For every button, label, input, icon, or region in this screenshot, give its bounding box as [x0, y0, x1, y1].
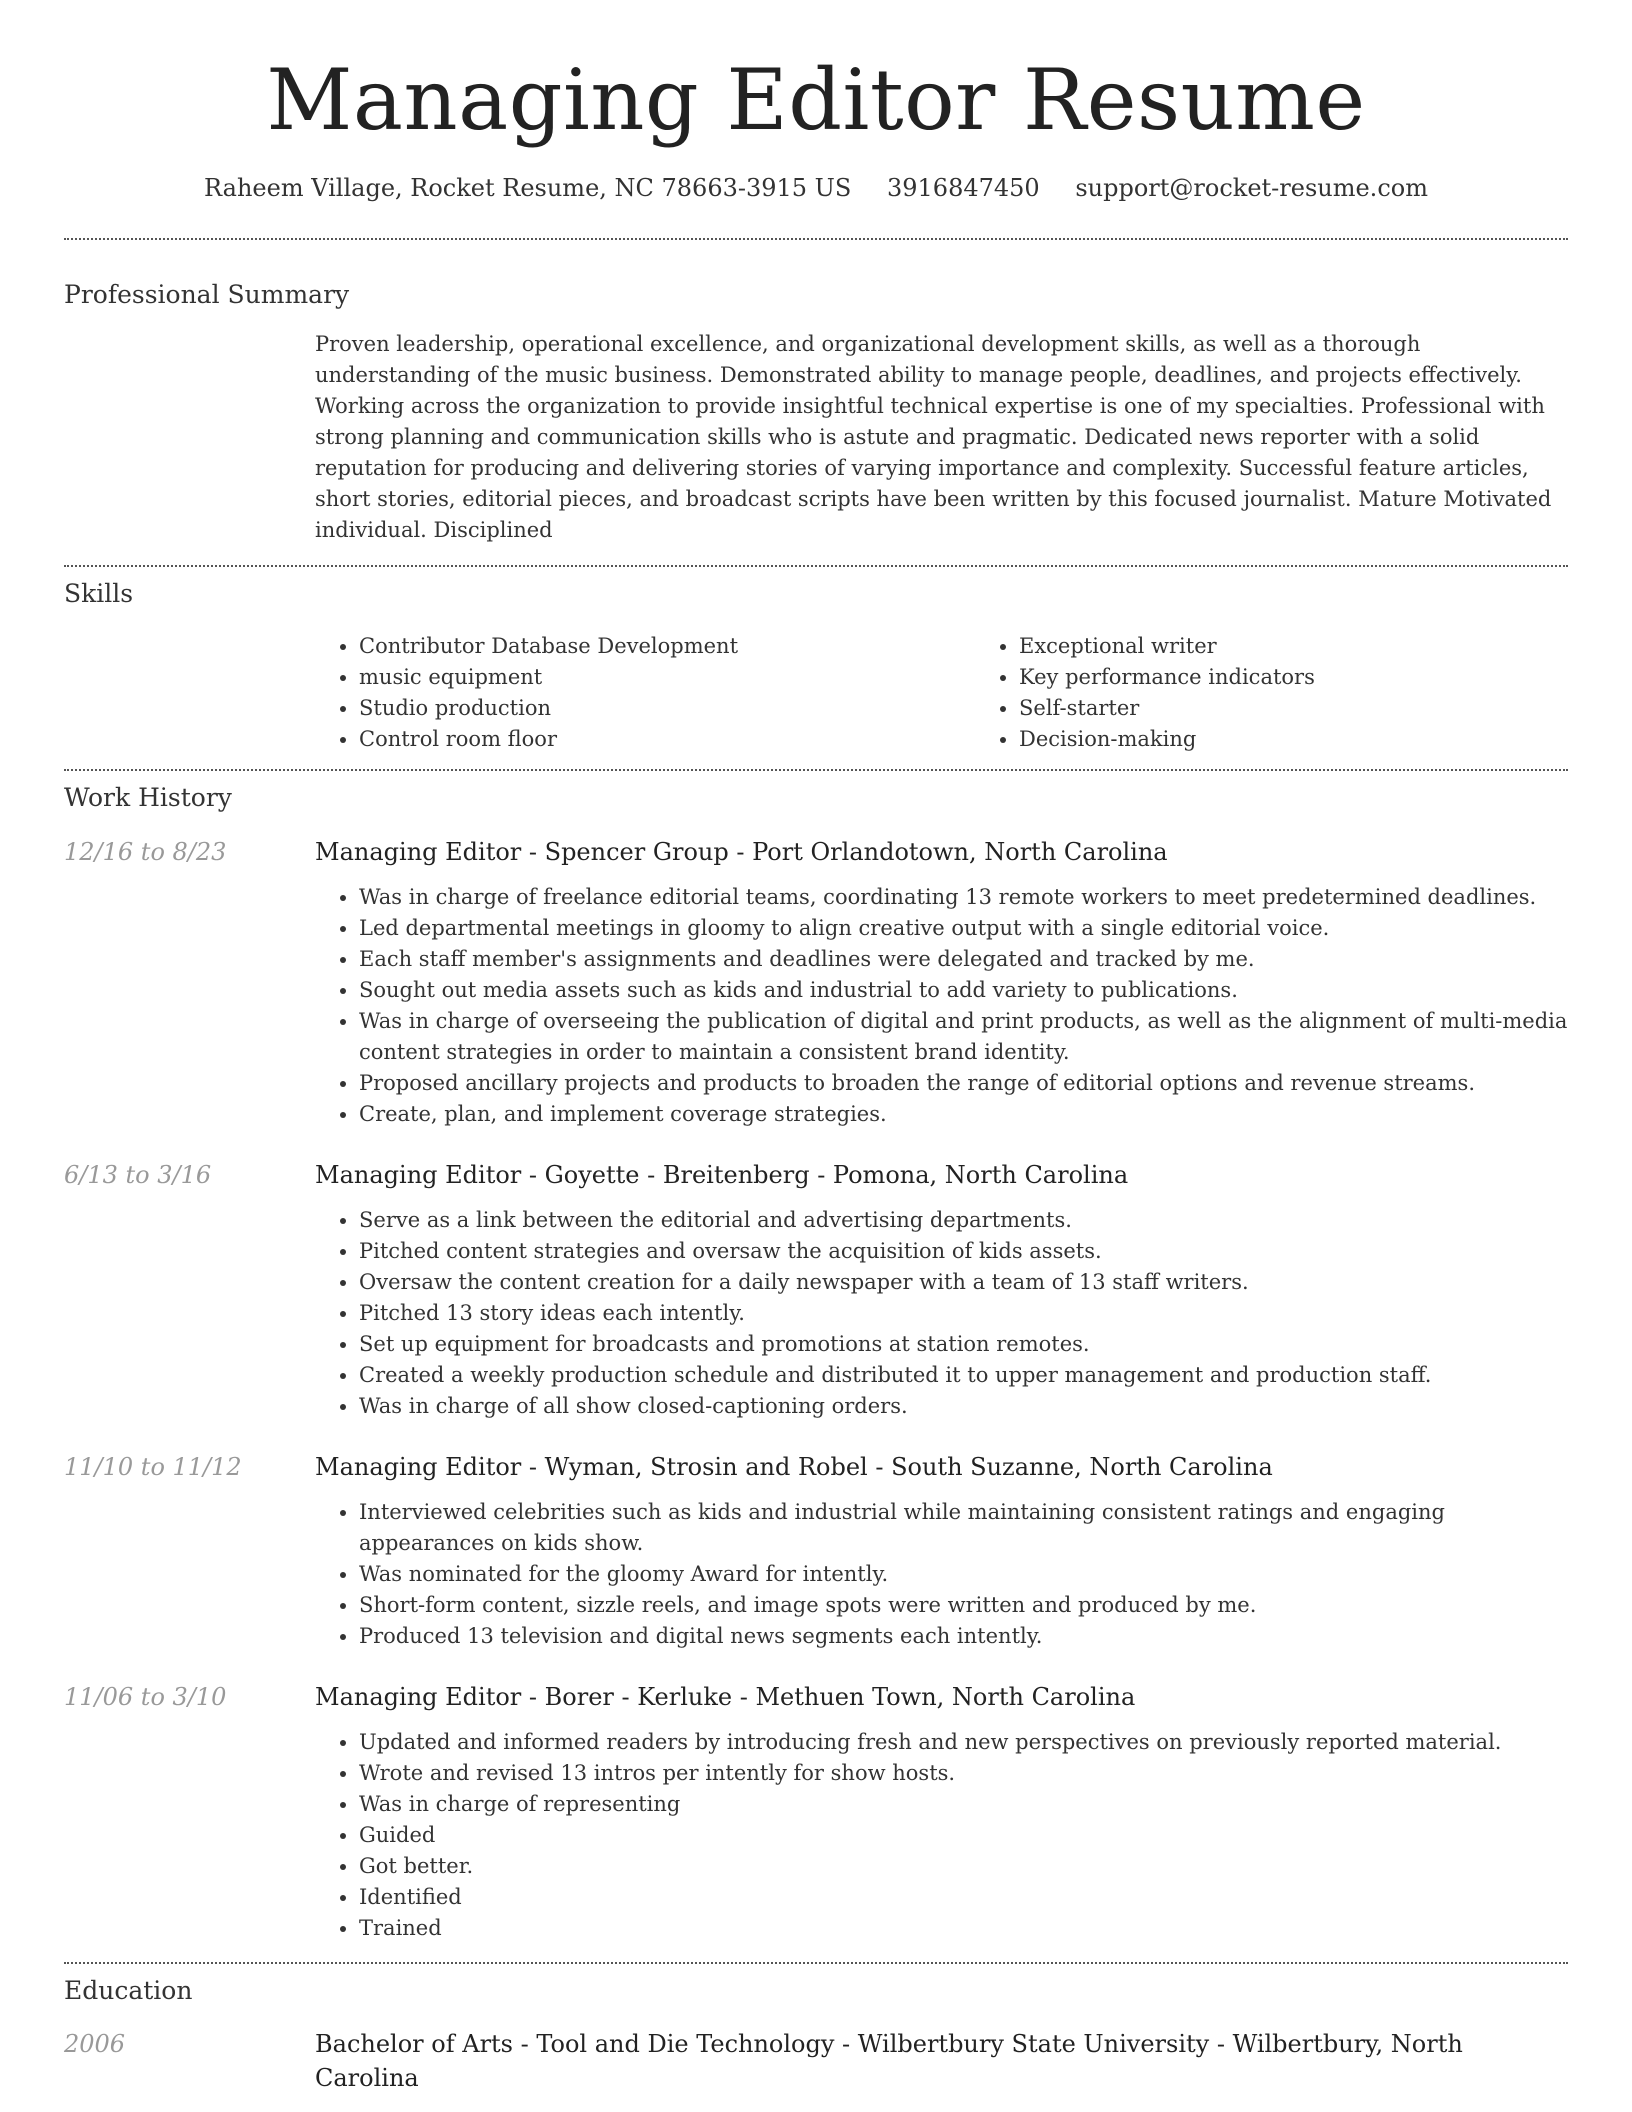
job-bullet: • Interviewed celebrities such as kids and industrial while maintaining consistent ratings and engaging appearances on kids show. — [359, 1497, 1568, 1559]
summary-heading: Professional Summary — [64, 280, 350, 309]
job-bullets — [315, 1205, 1568, 1422]
summary-section — [64, 240, 1568, 565]
education-entry — [64, 2027, 1568, 2095]
education-section — [64, 1964, 1568, 2095]
skill-item: • Key performance indicators — [1019, 662, 1632, 693]
education-degree: Bachelor of Arts - Tool and Die Technology - Wilbertbury State University - Wilbertbury, North Carolina — [315, 2030, 1463, 2092]
work-history-heading: Work History — [64, 783, 232, 812]
job-bullet: • Trained — [359, 1913, 1568, 1944]
job-dates: 12/16 to 8/23 — [64, 838, 227, 866]
job-bullet: • Led departmental meetings in gloomy to align creative output with a single editorial voice. — [359, 913, 1568, 944]
job-bullet: • Create, plan, and implement coverage strategies. — [359, 1099, 1568, 1130]
job-bullets — [315, 1497, 1568, 1652]
job-bullet: • Updated and informed readers by introducing fresh and new perspectives on previously reported material. — [359, 1727, 1568, 1758]
resume-title: Managing Editor Resume — [266, 51, 1366, 149]
job-bullet: • Proposed ancillary projects and products to broaden the range of editorial options and revenue streams. — [359, 1068, 1568, 1099]
skill-item: • Decision-making — [1019, 724, 1632, 755]
skills-list-right — [975, 631, 1632, 755]
contact-line — [64, 172, 1568, 204]
job-title: Managing Editor - Borer - Kerluke - Methuen Town, North Carolina — [315, 1683, 1136, 1711]
skills-list-left — [315, 631, 975, 755]
job-bullet: • Wrote and revised 13 intros per intently for show hosts. — [359, 1758, 1568, 1789]
job-bullet: • Identified — [359, 1882, 1568, 1913]
job-bullet: • Guided — [359, 1820, 1568, 1851]
job-bullet: • Set up equipment for broadcasts and promotions at station remotes. — [359, 1329, 1568, 1360]
job-title: Managing Editor - Spencer Group - Port Orlandotown, North Carolina — [315, 838, 1168, 866]
job-dates: 11/06 to 3/10 — [64, 1683, 227, 1711]
job-bullet: • Oversaw the content creation for a daily newspaper with a team of 13 staff writers. — [359, 1267, 1568, 1298]
job-dates: 11/10 to 11/12 — [64, 1453, 242, 1481]
job-bullet: • Was in charge of overseeing the publication of digital and print products, as well as the alignment of multi-media content strategies in order to maintain a consistent brand identity. — [359, 1006, 1568, 1068]
job-bullet: • Each staff member's assignments and deadlines were delegated and tracked by me. — [359, 944, 1568, 975]
skill-item: • music equipment — [359, 662, 975, 693]
skill-item: • Contributor Database Development — [359, 631, 975, 662]
skills-section — [64, 567, 1568, 769]
job-bullet: • Serve as a link between the editorial and advertising departments. — [359, 1205, 1568, 1236]
job-entry — [64, 1450, 1568, 1652]
skill-item: • Studio production — [359, 693, 975, 724]
job-title: Managing Editor - Goyette - Breitenberg - Pomona, North Carolina — [315, 1161, 1129, 1189]
job-entry — [64, 1158, 1568, 1422]
education-year: 2006 — [64, 2030, 126, 2058]
job-bullet: • Pitched 13 story ideas each intently. — [359, 1298, 1568, 1329]
contact-address: Raheem Village, Rocket Resume, NC 78663-3915 US — [204, 174, 852, 202]
job-title: Managing Editor - Wyman, Strosin and Robel - South Suzanne, North Carolina — [315, 1453, 1273, 1481]
job-bullet: • Pitched content strategies and oversaw the acquisition of kids assets. — [359, 1236, 1568, 1267]
job-bullet: • Was in charge of freelance editorial teams, coordinating 13 remote workers to meet predetermined deadlines. — [359, 882, 1568, 913]
skill-item: • Exceptional writer — [1019, 631, 1632, 662]
job-bullet: • Created a weekly production schedule and distributed it to upper management and production staff. — [359, 1360, 1568, 1391]
job-bullet: • Was in charge of all show closed-captioning orders. — [359, 1391, 1568, 1422]
job-bullet: • Produced 13 television and digital news segments each intently. — [359, 1621, 1568, 1652]
job-dates: 6/13 to 3/16 — [64, 1161, 212, 1189]
work-history-section — [64, 771, 1568, 1944]
job-bullet: • Got better. — [359, 1851, 1568, 1882]
summary-text: Proven leadership, operational excellence, and organizational development skills, as well as a thorough understanding of the music business. Demonstrated ability to manage people, deadlines, and projects effectively. Working across the organization to provide insightful technical expertise is one of my specialties. Professional with strong planning and communication skills who is astute and pragmatic. Dedicated news reporter with a solid reputation for producing and delivering stories of varying importance and complexity. Successful feature articles, short stories, editorial pieces, and broadcast scripts have been written by this focused journalist. Mature Motivated individual. Disciplined — [315, 332, 1552, 542]
education-heading: Education — [64, 1976, 193, 2005]
job-bullet: • Was in charge of representing — [359, 1789, 1568, 1820]
skill-item: • Self-starter — [1019, 693, 1632, 724]
contact-phone: 3916847450 — [887, 174, 1040, 202]
job-entry — [64, 835, 1568, 1130]
job-bullets — [315, 882, 1568, 1130]
job-bullets — [315, 1727, 1568, 1944]
job-bullet: • Was nominated for the gloomy Award for intently. — [359, 1559, 1568, 1590]
job-entry — [64, 1680, 1568, 1944]
skill-item: • Control room floor — [359, 724, 975, 755]
contact-email: support@rocket-resume.com — [1075, 174, 1428, 202]
job-bullet: • Sought out media assets such as kids and industrial to add variety to publications. — [359, 975, 1568, 1006]
job-bullet: • Short-form content, sizzle reels, and image spots were written and produced by me. — [359, 1590, 1568, 1621]
skills-heading: Skills — [64, 579, 134, 608]
